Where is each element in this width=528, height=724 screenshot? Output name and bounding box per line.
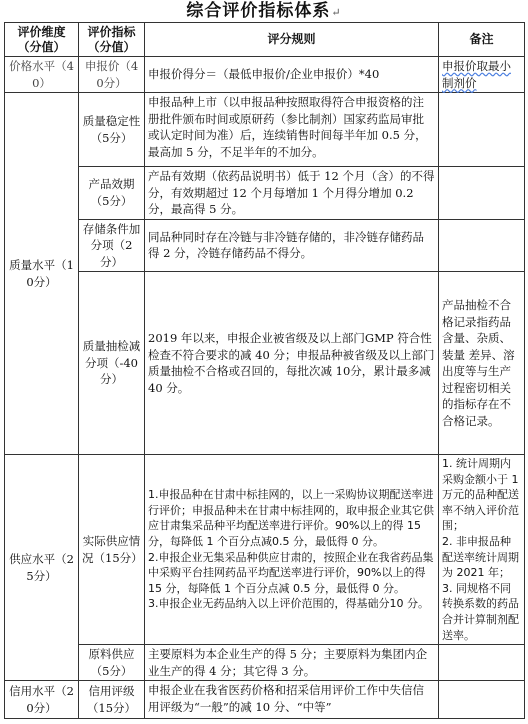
quality-dimension: 质量水平（10分） xyxy=(5,93,79,455)
sampling-rule: 2019 年以来，申报企业被省级及以上部门GMP 符合性检查不符合要求的减 40 分；申报品种被省级及以上部门质量抽检不合格或召回的，每批次减 10分，累计最多减 40 分。 xyxy=(145,272,439,455)
raw-rule: 主要原料为本企业生产的得 5 分；主要原料为集团内企业生产的得 4 分；其它得 3 分。 xyxy=(145,645,439,681)
supply-dimension: 供应水平（25分） xyxy=(5,455,79,681)
actual-rule-2: 2.申报企业无集采品种供应甘肃的，按照企业在我省药品集中采购平台挂网药品平均配送率进行评价，90%以上的得 15 分，每降低 1 个百分点减 0.5 分，最低得 0 分。 xyxy=(148,550,434,595)
credit-dimension: 信用水平（20分） xyxy=(5,681,79,719)
price-row xyxy=(5,57,525,93)
expiry-note xyxy=(439,167,525,220)
price-indicator: 申报价（40分） xyxy=(79,57,145,93)
actual-indicator: 实际供应情况（15分） xyxy=(79,455,145,645)
sampling-indicator: 质量抽检减分项（-40分） xyxy=(79,272,145,455)
actual-note-1: 1. 统计周期内采购金额小于 1 万元的品种配送率不纳入评价范围； xyxy=(442,457,519,533)
price-dimension: 价格水平（40） xyxy=(5,57,79,93)
actual-rule xyxy=(145,455,439,645)
stability-rule: 申报品种上市（以申报品种按照取得符合申报资格的注册批件颁布时间或原研药（参比制剂）国家药监局审批或认定时间为准）后，连续销售时间每半年加 0.5 分，最高加 5 分，不足半年的不加分。 xyxy=(145,93,439,167)
credit-indicator: 信用评级（15分） xyxy=(79,681,145,719)
expiry-indicator: 产品效期（5分） xyxy=(79,167,145,220)
raw-indicator: 原料供应（5分） xyxy=(79,645,145,681)
stability-indicator: 质量稳定性（5分） xyxy=(79,93,145,167)
actual-note-3: 3. 同规格不同转换系数的药品合并计算制剂配送率。 xyxy=(442,581,519,642)
storage-indicator: 存储条件加分项（2分） xyxy=(79,219,145,272)
actual-note-2: 2. 非申报品种配送率统计周期为 2021 年； xyxy=(442,534,519,580)
actual-rule-3: 3.申报企业无药品纳入以上评价范围的，得基础分10 分。 xyxy=(148,597,429,611)
quality-expiry-row xyxy=(5,167,525,220)
quality-stability-row xyxy=(5,93,525,167)
price-note: 申报价取最小制剂价 xyxy=(439,57,525,93)
document-title: 综合评价指标体系↵ xyxy=(186,1,342,21)
price-rule: 申报价得分＝（最低申报价/企业申报价）*40 xyxy=(145,57,439,93)
header-dimension: 评价维度（分值） xyxy=(5,23,79,57)
actual-note xyxy=(439,455,525,645)
credit-rule: 申报企业在我省医药价格和招采信用评价工作中失信信用评级为“一般”的减 10 分、“中等” xyxy=(145,681,439,719)
quality-storage-row xyxy=(5,219,525,272)
credit-note xyxy=(439,681,525,719)
header-rules: 评分规则 xyxy=(145,23,439,57)
supply-raw-row xyxy=(5,645,525,681)
stability-note xyxy=(439,93,525,167)
sampling-note: 产品抽检不合格记录指药品含量、杂质、装量 差异、溶出度等与生产过程密切相关的指标存在不合格记录。 xyxy=(439,272,525,455)
quality-sampling-row xyxy=(5,272,525,455)
header-indicator: 评价指标（分值） xyxy=(79,23,145,57)
storage-rule: 同品种同时存在冷链与非冷链存储的，非冷链存储药品得 2 分，冷链存储药品不得分。 xyxy=(145,219,439,272)
evaluation-table xyxy=(4,22,525,719)
header-row xyxy=(5,23,525,57)
supply-actual-row xyxy=(5,455,525,645)
credit-row xyxy=(5,681,525,719)
actual-rule-1: 1.申报品种在甘肃中标挂网的，以上一采购协议期配送率进行评价；申报品种未在甘肃中标挂网的，取申报企业其它供应甘肃集采品种平均配送率进行评价。90%以上的得 15 分，每降低 1 个百分点减0.5 分，最低得 0 分。 xyxy=(148,488,434,548)
header-notes: 备注 xyxy=(439,23,525,57)
storage-note xyxy=(439,219,525,272)
raw-note xyxy=(439,645,525,681)
expiry-rule: 产品有效期（依药品说明书）低于 12 个月（含）的不得分，有效期超过 12 个月每增加 1 个月得分增加 0.2 分，最高得 5 分。 xyxy=(145,167,439,220)
